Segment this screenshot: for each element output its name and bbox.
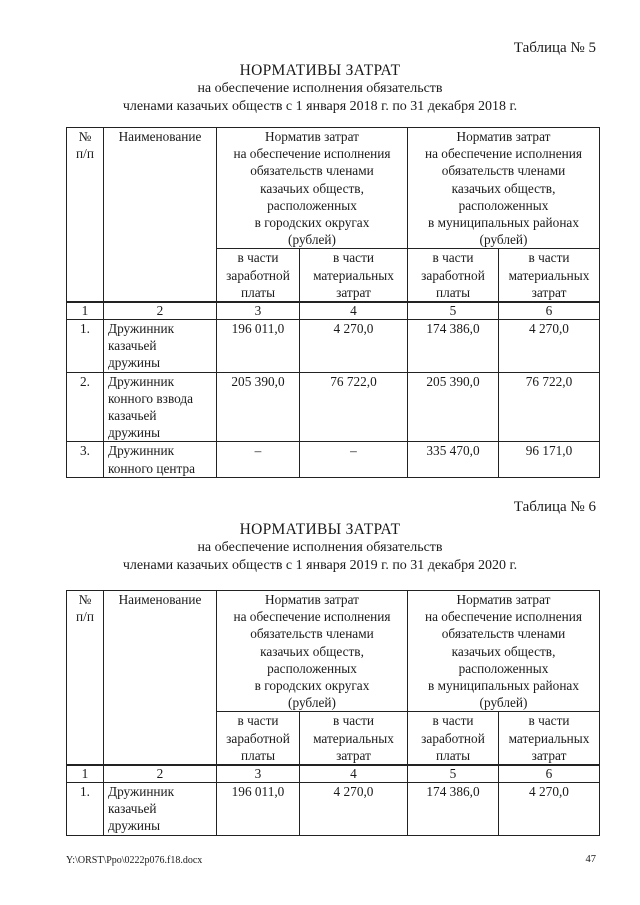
table5-subtitle-1: на обеспечение исполнения обязательств [197, 81, 443, 96]
row-name: Дружинник конного взвода казачьей дружины [104, 372, 217, 442]
subheader-salary: в части заработной платы [408, 712, 499, 765]
subheader-material: в части материальных затрат [499, 249, 600, 302]
column-number: 1 [67, 765, 104, 783]
column-number: 4 [300, 302, 408, 320]
cell-value: 174 386,0 [408, 783, 499, 836]
subheader-material: в части материальных затрат [499, 712, 600, 765]
column-number-row [67, 302, 600, 320]
cell-value: 4 270,0 [300, 783, 408, 836]
header-name: Наименование [104, 591, 217, 766]
cell-value: 4 270,0 [300, 320, 408, 373]
norms-table-6 [66, 590, 600, 836]
header-group-district: Норматив затрат на обеспечение исполнения обязательств членами казачьих обществ, расположенных в муниципальных районах (рублей) [408, 591, 600, 712]
table5-label: Таблица № 5 [513, 40, 596, 56]
header-group-district: Норматив затрат на обеспечение исполнения обязательств членами казачьих обществ, расположенных в муниципальных районах (рублей) [408, 128, 600, 249]
table6-label: Таблица № 6 [513, 499, 596, 515]
table5-title-block [0, 61, 640, 116]
row-num: 2. [67, 372, 104, 442]
column-number: 2 [104, 765, 217, 783]
column-number-row [67, 765, 600, 783]
column-number: 2 [104, 302, 217, 320]
cell-value: 4 270,0 [499, 320, 600, 373]
header-name: Наименование [104, 128, 217, 303]
table-row [67, 320, 600, 373]
column-number: 6 [499, 302, 600, 320]
column-number: 3 [217, 302, 300, 320]
norms-table-5 [66, 127, 600, 478]
header-num: № п/п [67, 591, 104, 766]
row-num: 1. [67, 783, 104, 836]
cell-value: 196 011,0 [217, 783, 300, 836]
cell-value: 76 722,0 [499, 372, 600, 442]
header-num: № п/п [67, 128, 104, 303]
row-name: Дружинник казачьей дружины [104, 783, 217, 836]
page-number: 47 [585, 854, 596, 865]
row-num: 1. [67, 320, 104, 373]
table-row [67, 783, 600, 836]
cell-value: 335 470,0 [408, 442, 499, 477]
header-group-city: Норматив затрат на обеспечение исполнения обязательств членами казачьих обществ, расположенных в городских округах (рублей) [217, 128, 408, 249]
table6-title-block [0, 520, 640, 575]
subheader-salary: в части заработной платы [217, 249, 300, 302]
column-number: 5 [408, 765, 499, 783]
column-number: 1 [67, 302, 104, 320]
cell-value: – [217, 442, 300, 477]
subheader-salary: в части заработной платы [217, 712, 300, 765]
header-row [67, 128, 600, 249]
row-name: Дружинник казачьей дружины [104, 320, 217, 373]
cell-value: – [300, 442, 408, 477]
row-name: Дружинник конного центра [104, 442, 217, 477]
subheader-material: в части материальных затрат [300, 712, 408, 765]
column-number: 6 [499, 765, 600, 783]
cell-value: 76 722,0 [300, 372, 408, 442]
header-row [67, 591, 600, 712]
row-num: 3. [67, 442, 104, 477]
cell-value: 205 390,0 [408, 372, 499, 442]
column-number: 4 [300, 765, 408, 783]
table5-subtitle-2: членами казачьих обществ с 1 января 2018 г. по 31 декабря 2018 г. [122, 99, 518, 114]
table6-subtitle-1: на обеспечение исполнения обязательств [197, 540, 443, 555]
cell-value: 196 011,0 [217, 320, 300, 373]
footer-file-path: Y:\ORST\Ppo\0222p076.f18.docx [66, 855, 203, 866]
table5-title: НОРМАТИВЫ ЗАТРАТ [239, 62, 401, 79]
subheader-salary: в части заработной платы [408, 249, 499, 302]
cell-value: 205 390,0 [217, 372, 300, 442]
subheader-material: в части материальных затрат [300, 249, 408, 302]
table-row [67, 372, 600, 442]
column-number: 3 [217, 765, 300, 783]
cell-value: 96 171,0 [499, 442, 600, 477]
cell-value: 174 386,0 [408, 320, 499, 373]
column-number: 5 [408, 302, 499, 320]
table-row [67, 442, 600, 477]
header-group-city: Норматив затрат на обеспечение исполнения обязательств членами казачьих обществ, расположенных в городских округах (рублей) [217, 591, 408, 712]
cell-value: 4 270,0 [499, 783, 600, 836]
table6-subtitle-2: членами казачьих обществ с 1 января 2019 г. по 31 декабря 2020 г. [122, 558, 518, 573]
table6-title: НОРМАТИВЫ ЗАТРАТ [239, 521, 401, 538]
